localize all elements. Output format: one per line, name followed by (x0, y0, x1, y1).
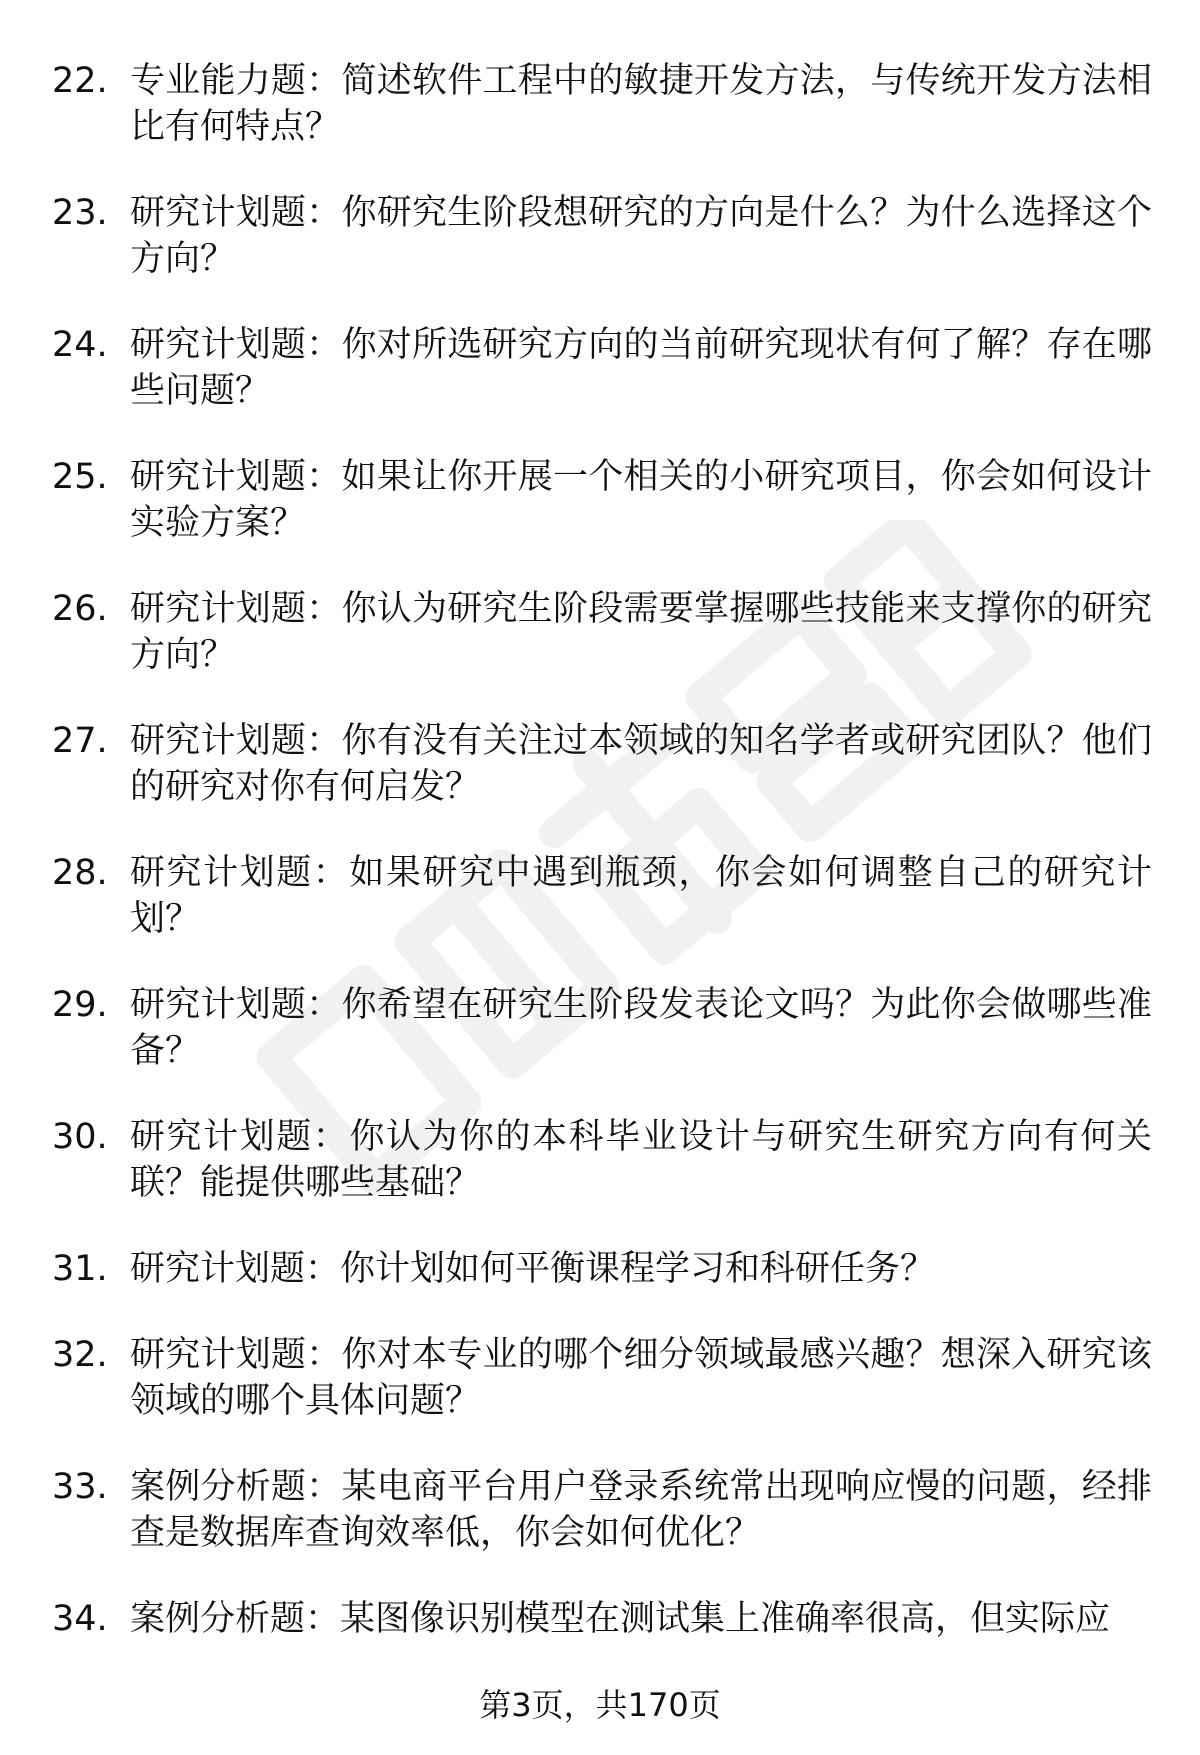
question-number: 30. (52, 1117, 108, 1157)
question-number: 33. (52, 1467, 108, 1507)
list-item (52, 454, 1152, 546)
question-number: 32. (52, 1335, 108, 1375)
question-list (52, 58, 1152, 1682)
question-text: 专业能力题：简述软件工程中的敏捷开发方法，与传统开发方法相比有何特点？ (130, 61, 1152, 147)
list-item (52, 1332, 1152, 1424)
question-number: 31. (52, 1249, 108, 1289)
question-text: 研究计划题：你希望在研究生阶段发表论文吗？为此你会做哪些准备？ (130, 985, 1152, 1071)
question-text: 研究计划题：你对所选研究方向的当前研究现状有何了解？存在哪些问题？ (130, 325, 1152, 411)
list-item (52, 1596, 1152, 1642)
question-text: 研究计划题：你研究生阶段想研究的方向是什么？为什么选择这个方向？ (130, 193, 1152, 279)
question-text: 研究计划题：你计划如何平衡课程学习和科研任务？ (130, 1249, 936, 1289)
list-item (52, 322, 1152, 414)
list-item (52, 1464, 1152, 1556)
list-item (52, 586, 1152, 678)
question-number: 27. (52, 721, 108, 761)
question-number: 24. (52, 325, 108, 365)
list-item (52, 1114, 1152, 1206)
page-indicator: 第3页，共170页 (479, 1686, 721, 1724)
question-number: 28. (52, 853, 108, 893)
question-text: 研究计划题：如果让你开展一个相关的小研究项目，你会如何设计实验方案？ (130, 457, 1152, 543)
list-item (52, 718, 1152, 810)
question-text: 研究计划题：如果研究中遇到瓶颈，你会如何调整自己的研究计划？ (130, 853, 1152, 939)
question-text: 研究计划题：你认为研究生阶段需要掌握哪些技能来支撑你的研究方向？ (130, 589, 1152, 675)
question-text: 研究计划题：你有没有关注过本领域的知名学者或研究团队？他们的研究对你有何启发？ (130, 721, 1152, 807)
list-item (52, 1246, 1152, 1292)
question-text: 案例分析题：某图像识别模型在测试集上准确率很高，但实际应 (130, 1599, 1111, 1639)
question-number: 25. (52, 457, 108, 497)
question-number: 22. (52, 61, 108, 101)
question-text: 研究计划题：你对本专业的哪个细分领域最感兴趣？想深入研究该领域的哪个具体问题？ (130, 1335, 1152, 1421)
question-number: 23. (52, 193, 108, 233)
list-item (52, 982, 1152, 1074)
question-text: 研究计划题：你认为你的本科毕业设计与研究生研究方向有何关联？能提供哪些基础？ (130, 1117, 1152, 1203)
question-number: 26. (52, 589, 108, 629)
question-text: 案例分析题：某电商平台用户登录系统常出现响应慢的问题，经排查是数据库查询效率低，你会如何优化？ (130, 1467, 1152, 1553)
question-number: 34. (52, 1599, 108, 1639)
list-item (52, 190, 1152, 282)
list-item (52, 850, 1152, 942)
list-item (52, 58, 1152, 150)
question-number: 29. (52, 985, 108, 1025)
